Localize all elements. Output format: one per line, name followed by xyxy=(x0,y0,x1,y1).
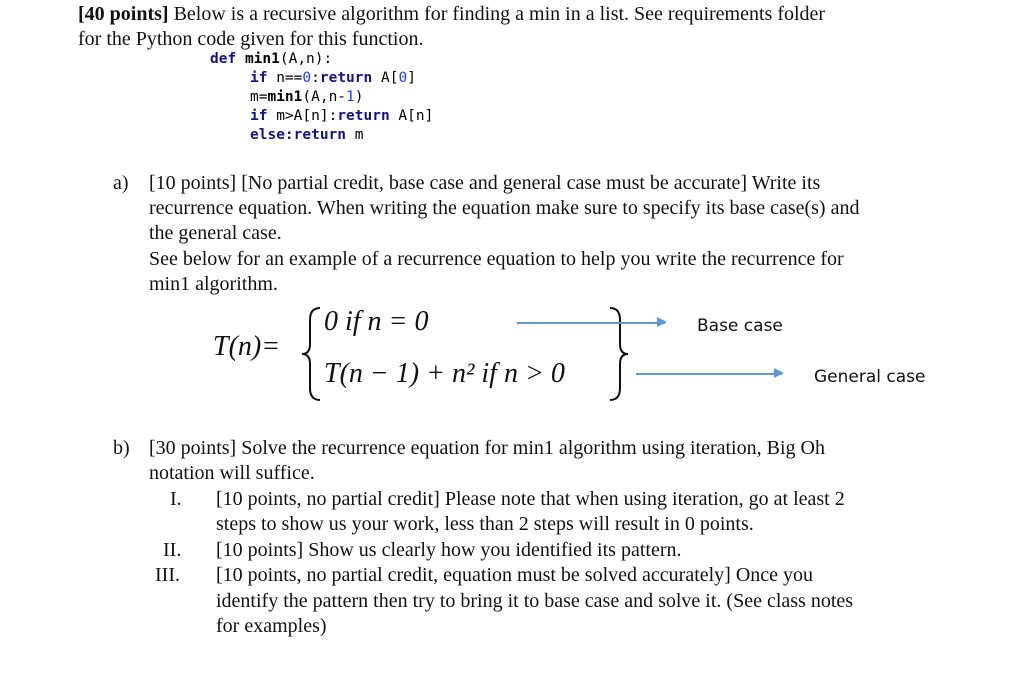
function-signature: (A,n): xyxy=(279,51,333,67)
equation-general-case: T(n − 1) + n² if n > 0 xyxy=(324,358,565,389)
general-case-arrow-icon xyxy=(636,373,782,375)
part-b-marker: b) xyxy=(113,437,130,459)
code-text: m>A[n]: xyxy=(267,108,338,124)
base-case-label: Base case xyxy=(697,316,783,336)
code-text: : xyxy=(311,70,320,86)
code-line-2 xyxy=(250,88,364,108)
part-a-line: the general case. xyxy=(149,222,282,244)
part-b-line: [30 points] Solve the recurrence equation for min1 algorithm using iteration, Big Oh xyxy=(149,437,825,459)
code-number: 0 xyxy=(398,70,408,86)
code-text: A[n] xyxy=(389,108,434,124)
code-number: 1 xyxy=(346,89,355,105)
code-line-4 xyxy=(250,126,364,146)
question-header-line-2: for the Python code given for this function. xyxy=(78,28,424,50)
item-iii-line: for examples) xyxy=(216,615,327,637)
code-text: n== xyxy=(267,70,303,86)
part-a-marker: a) xyxy=(113,172,129,194)
code-line-def xyxy=(210,50,332,70)
total-points: [40 points] xyxy=(78,3,169,25)
item-ii-marker: II. xyxy=(163,539,182,561)
code-line-1 xyxy=(250,69,416,89)
keyword-return: return xyxy=(319,70,373,86)
code-number: 0 xyxy=(302,70,312,86)
header-text: Below is a recursive algorithm for finding a min in a list. See requirements folder xyxy=(168,3,826,25)
code-text: ) xyxy=(354,89,364,105)
general-case-label: General case xyxy=(814,367,926,387)
keyword-else: else: xyxy=(250,127,294,143)
equation-lhs: T(n)= xyxy=(213,331,281,362)
item-iii-marker: III. xyxy=(155,564,180,586)
code-text: (A,n- xyxy=(302,89,347,105)
code-text: m xyxy=(346,127,364,143)
code-text: A[ xyxy=(372,70,399,86)
left-brace-icon xyxy=(298,306,324,402)
part-b-line: notation will suffice. xyxy=(149,462,315,484)
keyword-return: return xyxy=(337,108,390,124)
part-a-line: [10 points] [No partial credit, base case and general case must be accurate] Write its xyxy=(149,172,821,194)
keyword-def: def xyxy=(210,51,237,67)
code-text: ] xyxy=(407,70,416,86)
code-text: m= xyxy=(250,89,268,105)
keyword-if: if xyxy=(250,70,268,86)
function-name: min1 xyxy=(244,51,280,67)
item-iii-line: [10 points, no partial credit, equation must be solved accurately] Once you xyxy=(216,564,814,586)
base-case-arrow-icon xyxy=(517,322,665,324)
question-header-line-1 xyxy=(78,2,825,27)
item-i-line: [10 points, no partial credit] Please note that when using iteration, go at least 2 xyxy=(216,488,845,510)
part-a-line: See below for an example of a recurrence equation to help you write the recurrence for xyxy=(149,248,844,270)
keyword-return: return xyxy=(293,127,347,143)
part-a-line: min1 algorithm. xyxy=(149,273,278,295)
equation-base-case: 0 if n = 0 xyxy=(324,306,429,337)
function-call: min1 xyxy=(267,89,303,105)
item-ii-line: [10 points] Show us clearly how you identified its pattern. xyxy=(216,539,682,561)
item-i-line: steps to show us your work, less than 2 steps will result in 0 points. xyxy=(216,513,754,535)
right-brace-icon xyxy=(606,306,632,402)
part-a-line: recurrence equation. When writing the equation make sure to specify its base case(s) and xyxy=(149,197,860,219)
keyword-if: if xyxy=(250,108,268,124)
item-i-marker: I. xyxy=(170,488,182,510)
code-line-3 xyxy=(250,107,433,127)
item-iii-line: identify the pattern then try to bring it to base case and solve it. (See class notes xyxy=(216,590,854,612)
